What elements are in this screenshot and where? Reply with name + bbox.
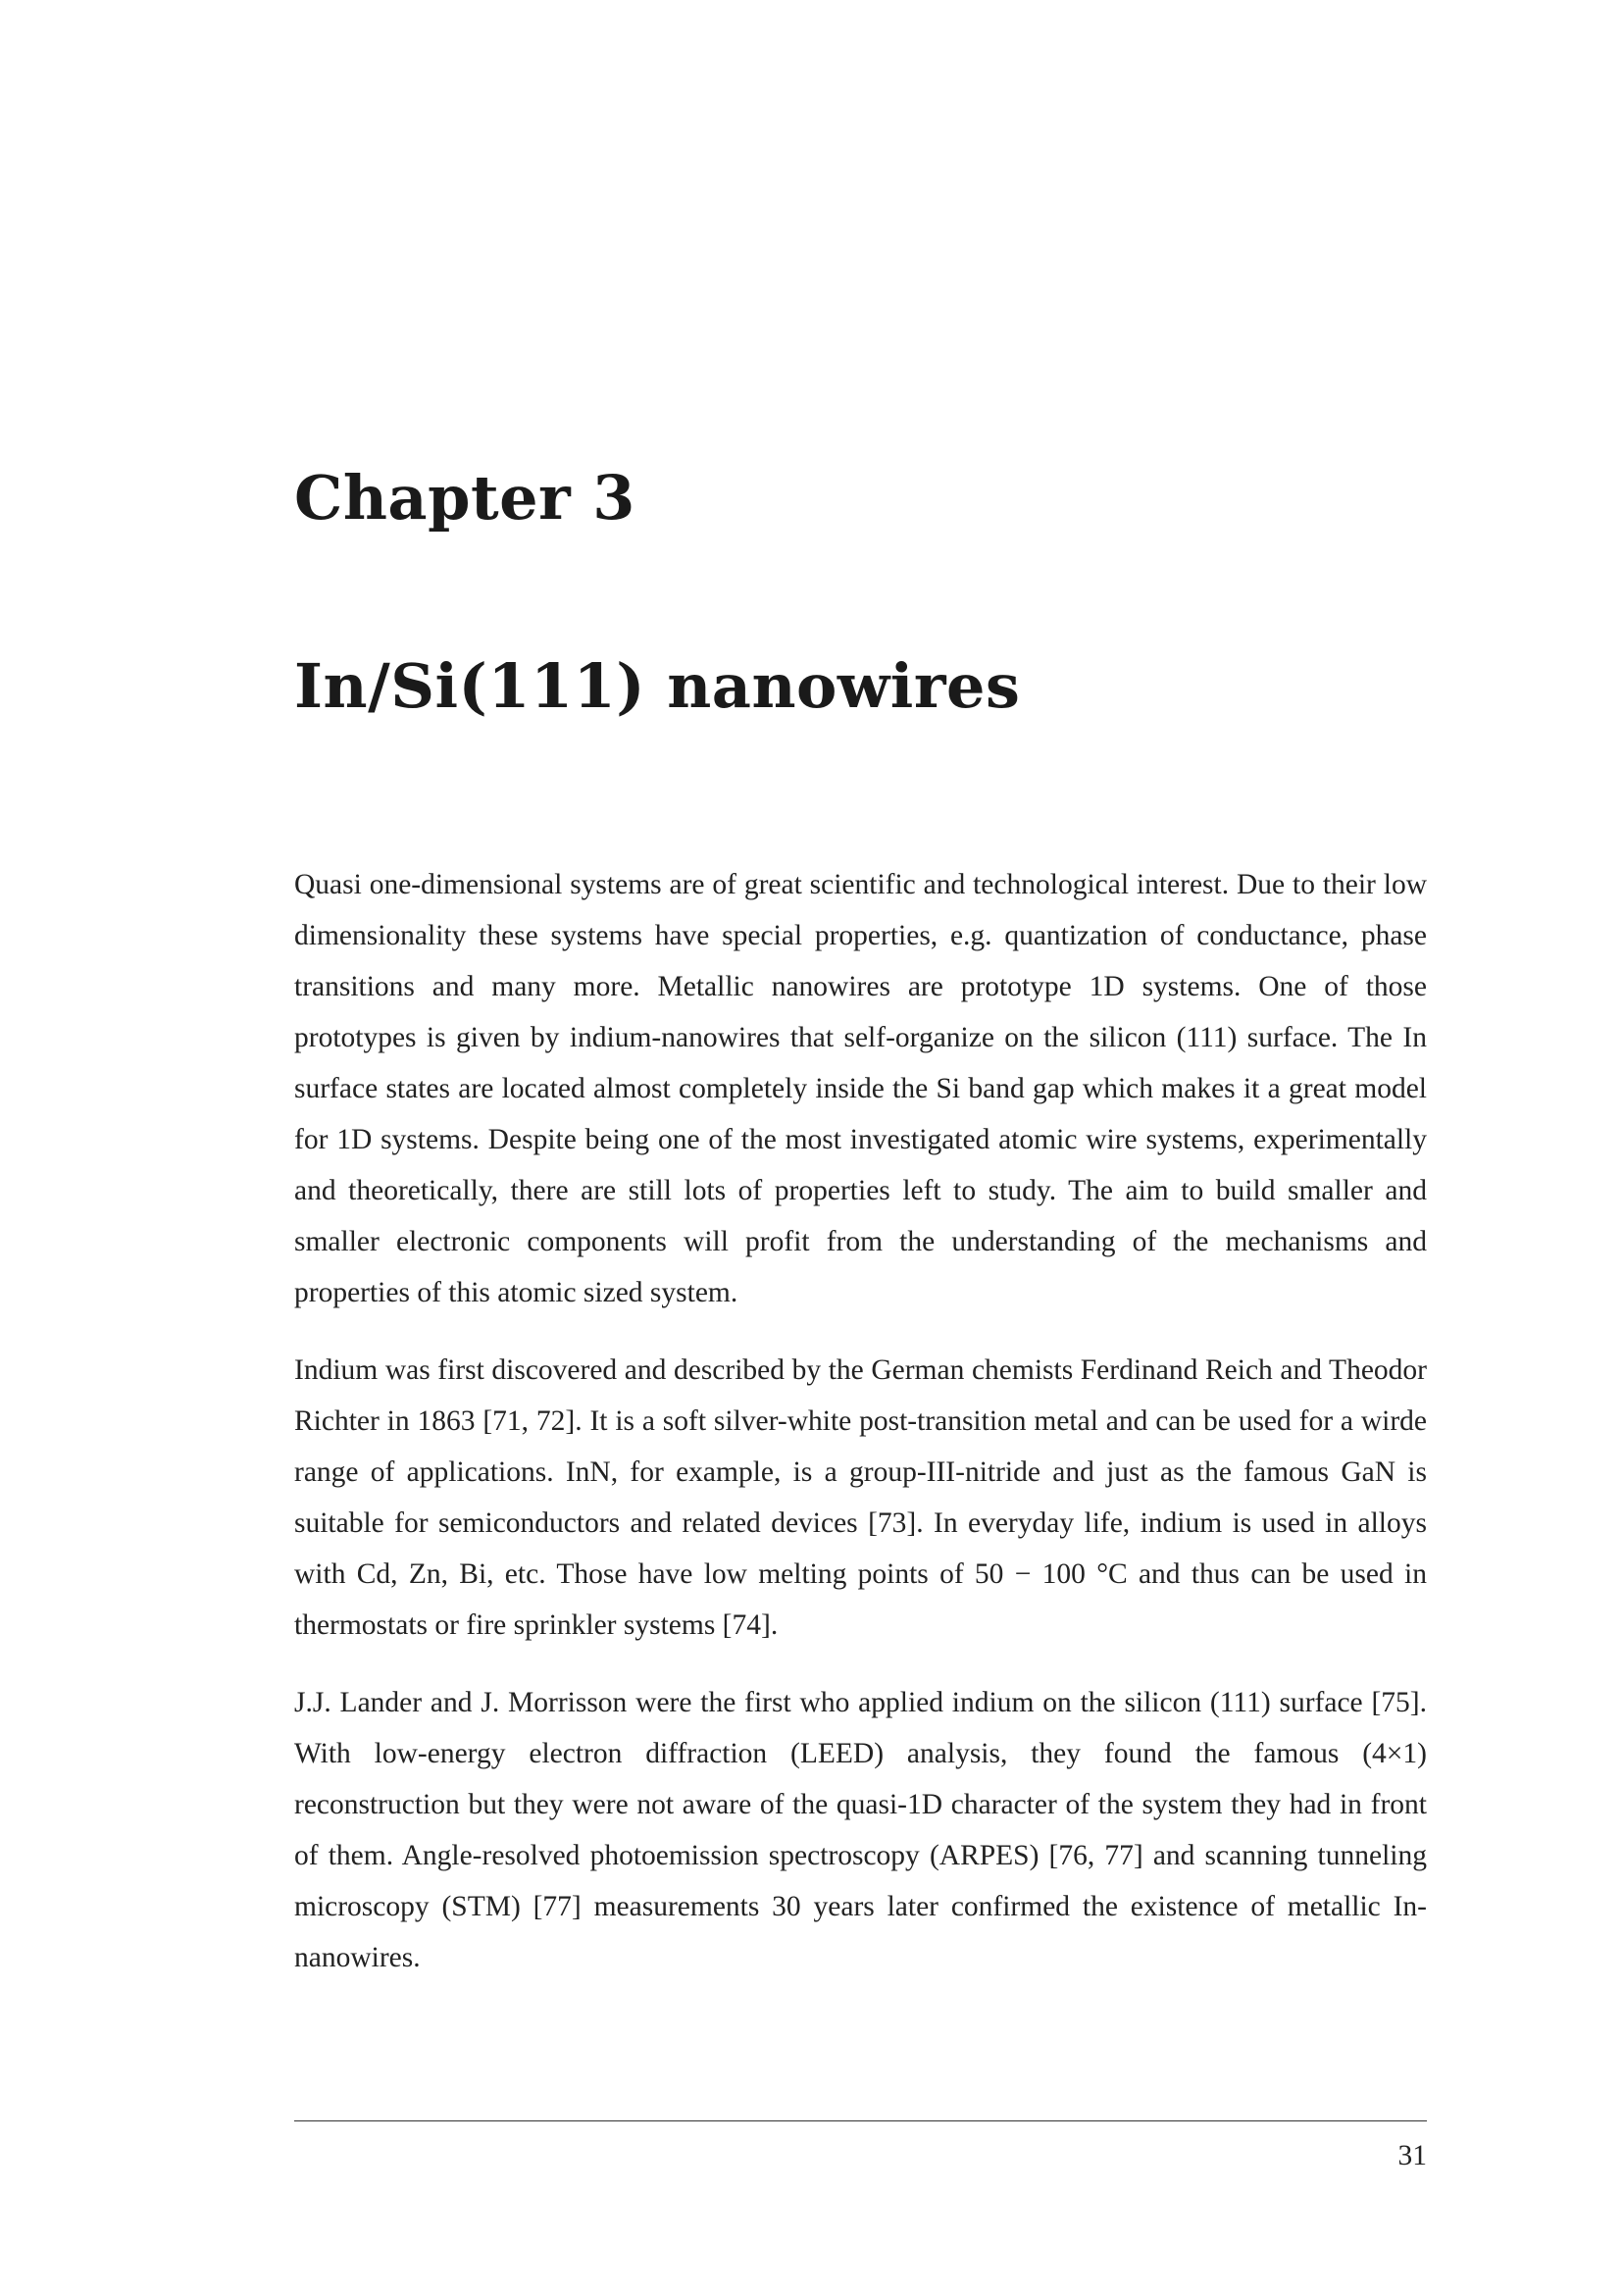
paragraph-intro: Quasi one-dimensional systems are of great scientific and technological interest. Due to their low dimensionality these systems have special properties, e.g. quantization of conductance, phase transitions and many more. Metallic nanowires are prototype 1D systems. One of those prototypes is given by indium-nanowires that self-organize on the silicon (111) surface. The In surface states are located almost completely inside the Si band gap which makes it a great model for 1D systems. Despite being one of the most investigated atomic wire systems, experimentally and theoretically, there are still lots of properties left to study. The aim to build smaller and smaller electronic components will profit from the understanding of the mechanisms and properties of this atomic sized system.: [294, 869, 1427, 1308]
chapter-label: Chapter 3: [294, 462, 635, 534]
page-number: 31: [1397, 2140, 1427, 2171]
chapter-title: In/Si(111) nanowires: [294, 650, 1021, 722]
body-text: [294, 859, 1427, 2010]
paragraph-lander-morrisson: J.J. Lander and J. Morrisson were the first who applied indium on the silicon (111) surface [75]. With low-energy electron diffraction (LEED) analysis, they found the famous (4×1) reconstruction but they were not aware of the quasi-1D character of the system they had in front of them. Angle-resolved photoemission spectroscopy (ARPES) [76, 77] and scanning tunneling microscopy (STM) [77] measurements 30 years later confirmed the existence of metallic In-nanowires.: [294, 1687, 1427, 1973]
footer-rule: [294, 2120, 1427, 2121]
paragraph-indium-history: Indium was first discovered and described by the German chemists Ferdinand Reich and Theodor Richter in 1863 [71, 72]. It is a soft silver-white post-transition metal and can be used for a wirde range of applications. InN, for example, is a group-III-nitride and just as the famous GaN is suitable for semiconductors and related devices [73]. In everyday life, indium is used in alloys with Cd, Zn, Bi, etc. Those have low melting points of 50 − 100 °C and thus can be used in thermostats or fire sprinkler systems [74].: [294, 1354, 1427, 1641]
